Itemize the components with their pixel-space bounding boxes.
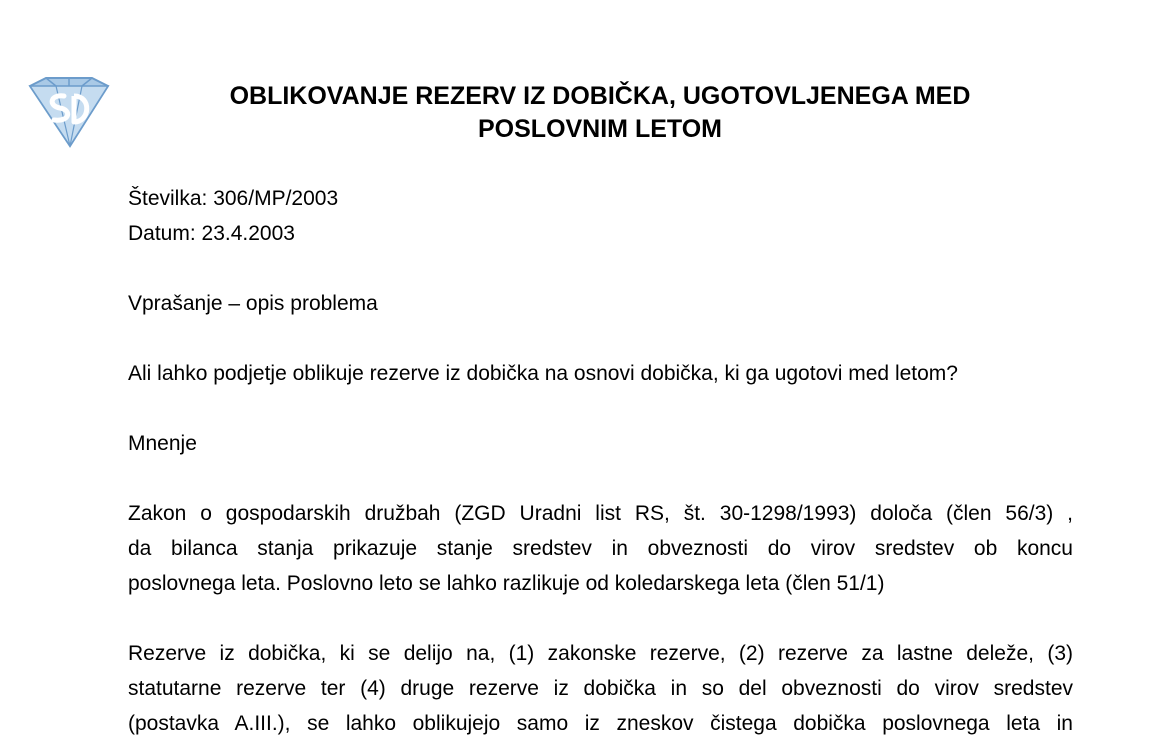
paragraph-2 <box>128 636 1073 741</box>
opinion-heading: Mnenje <box>128 432 197 455</box>
document-number: Številka: 306/MP/2003 <box>128 187 339 210</box>
document-title <box>180 80 1020 146</box>
paragraph-2-line: (postavka A.III.), se lahko oblikujejo samo iz zneskov čistega dobička poslovnega leta in <box>128 712 1073 735</box>
company-logo <box>26 76 112 148</box>
paragraph-2-line: statutarne rezerve ter (4) druge rezerve iz dobička in so del obveznosti do virov sredstev <box>128 677 1073 700</box>
question-text: Ali lahko podjetje oblikuje rezerve iz dobička na osnovi dobička, ki ga ugotovi med letom? <box>128 362 958 385</box>
paragraph-1-line: poslovnega leta. Poslovno leto se lahko razlikuje od koledarskega leta (člen 51/1) <box>128 572 885 595</box>
paragraph-1-line: Zakon o gospodarskih družbah (ZGD Uradni list RS, št. 30-1298/1993) določa (člen 56/3) , <box>128 502 1073 525</box>
diamond-logo-icon <box>26 76 112 148</box>
question-heading: Vprašanje – opis problema <box>128 292 378 315</box>
title-line-1: OBLIKOVANJE REZERV IZ DOBIČKA, UGOTOVLJENEGA MED <box>229 82 971 110</box>
paragraph-1 <box>128 496 1073 601</box>
title-line-2: POSLOVNIM LETOM <box>478 115 722 143</box>
paragraph-1-line: da bilanca stanja prikazuje stanje sredstev in obveznosti do virov sredstev ob koncu <box>128 537 1073 560</box>
document-date: Datum: 23.4.2003 <box>128 222 295 245</box>
paragraph-2-line: Rezerve iz dobička, ki se delijo na, (1) zakonske rezerve, (2) rezerve za lastne deleže, (3) <box>128 642 1073 665</box>
